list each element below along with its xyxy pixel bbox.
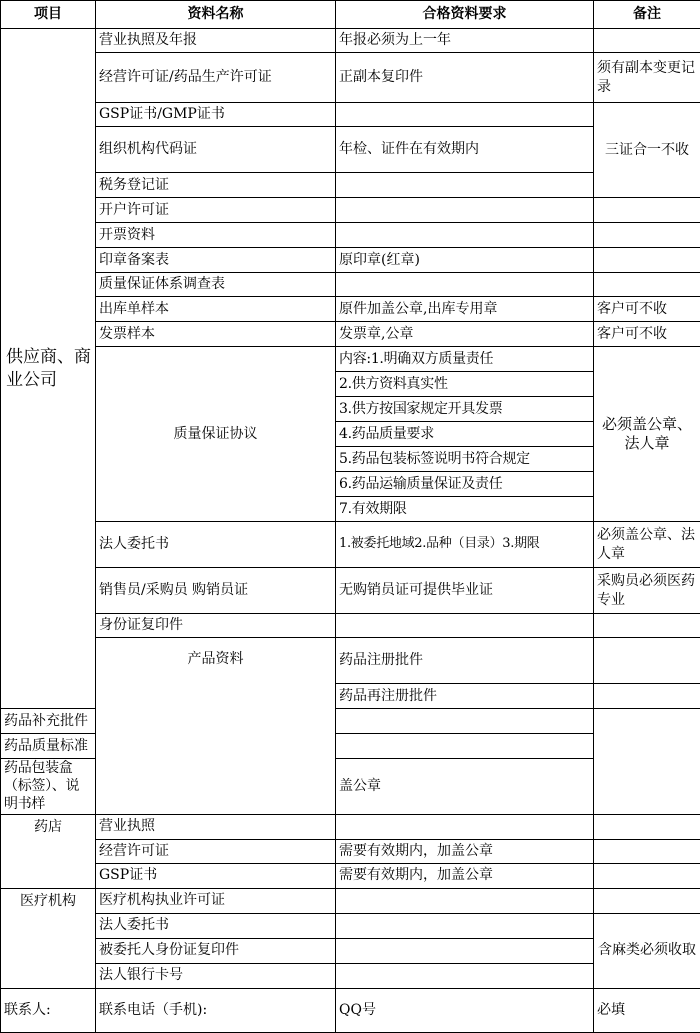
header-item: 项目: [1, 1, 96, 29]
doc-name: 营业执照: [96, 814, 336, 839]
doc-remark: [594, 223, 700, 248]
doc-remark: [594, 888, 700, 913]
agreement-item: 2.供方资料真实性: [336, 372, 594, 397]
doc-name: 销售员/采购员 购销员证: [96, 568, 336, 614]
doc-name: 印章备案表: [96, 248, 336, 273]
agreement-item: 5.药品包装标签说明书符合规定: [336, 447, 594, 472]
header-row: [1, 1, 700, 29]
doc-name: 药品再注册批件: [336, 684, 594, 709]
doc-requirement: [336, 938, 594, 963]
doc-requirement: 正副本复印件: [336, 53, 594, 103]
doc-requirement: [336, 273, 594, 297]
contact-qq-label: QQ号: [336, 988, 594, 1032]
agreement-item: 4.药品质量要求: [336, 422, 594, 447]
group-supplier: 供应商、商业公司: [1, 29, 96, 709]
header-name: 资料名称: [96, 1, 336, 29]
group-pharmacy: 药店: [1, 814, 96, 888]
doc-requirement: [336, 103, 594, 127]
doc-requirement: [336, 223, 594, 248]
agreement-item: 3.供方按国家规定开具发票: [336, 397, 594, 422]
doc-remark: 三证合一不收: [594, 103, 700, 198]
agreement-item: 7.有效期限: [336, 497, 594, 522]
table-row: [1, 248, 700, 273]
doc-remark: [594, 29, 700, 53]
doc-requirement: 年检、证件在有效期内: [336, 127, 594, 173]
table-row: [1, 347, 700, 372]
doc-remark: 客户可不收: [594, 297, 700, 322]
table-row: [1, 888, 700, 913]
doc-remark: 必须盖公章、法人章: [594, 347, 700, 522]
doc-name: 身份证复印件: [96, 614, 336, 638]
doc-name: 出库单样本: [96, 297, 336, 322]
agreement-item: 内容:1.明确双方质量责任: [336, 347, 594, 372]
doc-requirement: [594, 684, 700, 709]
doc-name: 药品包装盒（标签）、说明书样: [1, 759, 96, 815]
doc-remark: [594, 614, 700, 638]
doc-requirement: 需要有效期内，加盖公章: [336, 863, 594, 888]
group-medical: 医疗机构: [1, 888, 96, 988]
group-contact: 联系人:: [1, 988, 96, 1032]
doc-name: 法人委托书: [96, 913, 336, 938]
table-row: [1, 863, 700, 888]
agreement-item: 6.药品运输质量保证及责任: [336, 472, 594, 497]
contact-phone-label: 联系电话（手机):: [96, 988, 336, 1032]
doc-name: 组织机构代码证: [96, 127, 336, 173]
doc-requirement: [336, 888, 594, 913]
doc-requirement: [336, 963, 594, 988]
doc-name: 法人委托书: [96, 522, 336, 568]
doc-requirement: 需要有效期内，加盖公章: [336, 839, 594, 863]
doc-name: 营业执照及年报: [96, 29, 336, 53]
doc-remark: [594, 814, 700, 839]
table-row: [1, 522, 700, 568]
doc-remark: [594, 248, 700, 273]
doc-remark: 必须盖公章、法人章: [594, 522, 700, 568]
doc-requirement: 1.被委托地域2.品种（目录）3.期限: [336, 522, 594, 568]
doc-requirement: 无购销员证可提供毕业证: [336, 568, 594, 614]
doc-name: 医疗机构执业许可证: [96, 888, 336, 913]
doc-name: 质量保证协议: [96, 347, 336, 522]
doc-remark: 须有副本变更记录: [594, 53, 700, 103]
doc-name: 药品注册批件: [336, 638, 594, 684]
doc-name: 药品补充批件: [1, 709, 96, 734]
table-row: [1, 568, 700, 614]
doc-remark: 采购员必须医药专业: [594, 568, 700, 614]
table-row: [1, 839, 700, 863]
doc-requirement: [594, 638, 700, 684]
table-row: [1, 29, 700, 53]
doc-remark: [594, 863, 700, 888]
table-row: [1, 103, 700, 127]
doc-remark: [594, 839, 700, 863]
doc-name: 开票资料: [96, 223, 336, 248]
table-row: [1, 297, 700, 322]
doc-name: 质量保证体系调查表: [96, 273, 336, 297]
group-product: 产品资料: [96, 638, 336, 815]
doc-remark: 客户可不收: [594, 322, 700, 347]
table-row: [1, 198, 700, 223]
doc-name: 经营许可证/药品生产许可证: [96, 53, 336, 103]
doc-name: 药品质量标准: [1, 734, 96, 759]
doc-requirement: 原件加盖公章,出库专用章: [336, 297, 594, 322]
doc-requirement: 原印章(红章): [336, 248, 594, 273]
doc-requirement: [336, 913, 594, 938]
table-row: [1, 913, 700, 938]
contact-row: [1, 988, 700, 1032]
doc-name: 经营许可证: [96, 839, 336, 863]
table-row: [1, 814, 700, 839]
doc-remark: [594, 198, 700, 223]
doc-requirement: [336, 198, 594, 223]
doc-name: 被委托人身份证复印件: [96, 938, 336, 963]
doc-name: GSP证书: [96, 863, 336, 888]
doc-name: 开户许可证: [96, 198, 336, 223]
doc-name: 法人银行卡号: [96, 963, 336, 988]
header-requirement: 合格资料要求: [336, 1, 594, 29]
table-row: [1, 53, 700, 103]
doc-requirement: 发票章,公章: [336, 322, 594, 347]
contact-remark: 必填: [594, 988, 700, 1032]
table-row: [1, 638, 700, 684]
doc-requirement: [336, 814, 594, 839]
table-row: [1, 273, 700, 297]
doc-name: GSP证书/GMP证书: [96, 103, 336, 127]
doc-requirement: [336, 734, 594, 759]
doc-remark: [594, 273, 700, 297]
header-remark: 备注: [594, 1, 700, 29]
doc-remark: 含麻类必须收取: [594, 913, 700, 988]
table-row: [1, 223, 700, 248]
doc-requirement: [336, 709, 594, 734]
doc-name: 发票样本: [96, 322, 336, 347]
doc-requirement: [336, 173, 594, 198]
doc-requirement: 年报必须为上一年: [336, 29, 594, 53]
table-row: [1, 614, 700, 638]
doc-requirement: 盖公章: [336, 759, 594, 815]
doc-name: 税务登记证: [96, 173, 336, 198]
doc-requirement: [336, 614, 594, 638]
table-row: [1, 322, 700, 347]
